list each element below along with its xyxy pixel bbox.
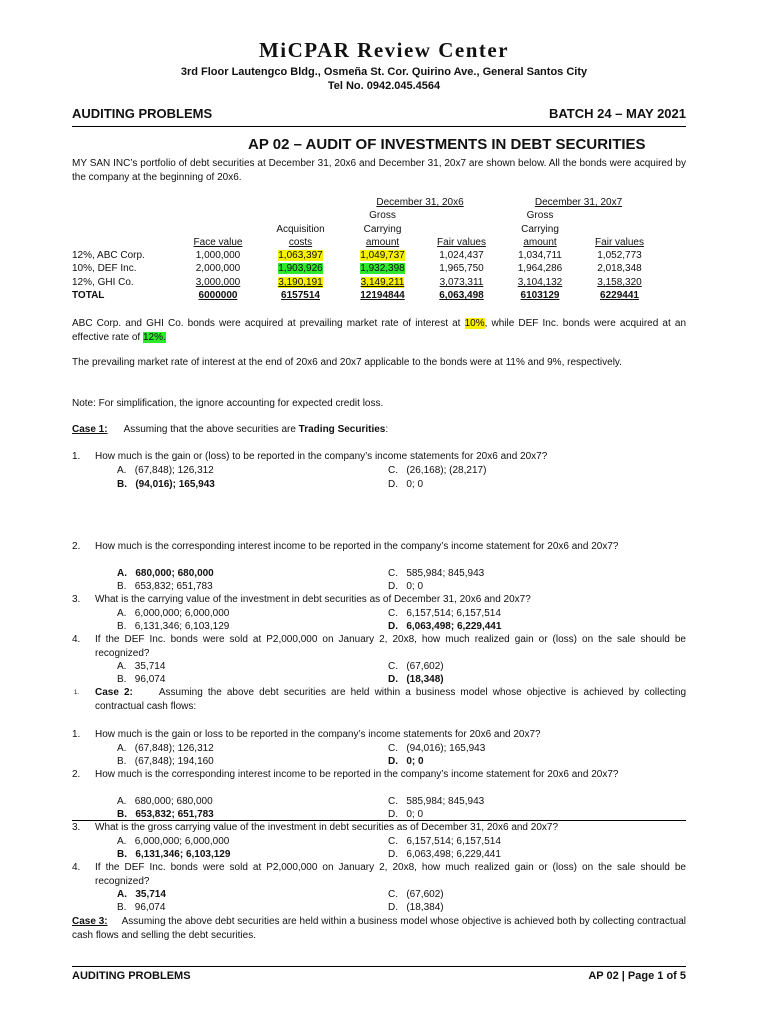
option-c: C. 6,157,514; 6,157,514 (388, 608, 501, 619)
case1-colon: : (385, 424, 389, 435)
rate-def: 12%. (142, 332, 166, 343)
question-text: How much is the gain or loss to be reported in the company’s income statements for 20x6 and 20x7? (95, 729, 541, 740)
table-total-row (72, 289, 658, 302)
col-acquisition: Acquisition (276, 223, 325, 235)
footer (72, 970, 686, 982)
total-acq: 6157514 (281, 290, 320, 302)
col-fair-value-20x7: Fair values (595, 236, 644, 248)
option-a: A. 35,714 (117, 661, 166, 672)
footer-rule (72, 966, 686, 967)
option-d: D. (18,348) (388, 674, 444, 685)
case3-heading (72, 915, 686, 943)
document-title: AP 02 – AUDIT OF INVESTMENTS IN DEBT SECURITIES (248, 136, 646, 153)
option-d: D. 6,063,498; 6,229,441 (388, 849, 501, 860)
rates-text-1: ABC Corp. and GHI Co. bonds were acquired at prevailing market rate of interest at (72, 318, 465, 329)
question-text: What is the carrying value of the investment in debt securities as of December 31, 20x6 and 20x7? (95, 594, 531, 605)
total-gca7: 6103129 (520, 290, 560, 302)
col-carrying-20x7: Carrying (521, 223, 559, 235)
case2-heading (95, 686, 686, 714)
option-c: C. (67,602) (388, 661, 444, 672)
col-face-value: Face value (193, 236, 243, 248)
table-header-row-1 (72, 209, 658, 222)
row-name: 12%, GHI Co. (72, 276, 134, 288)
total-fv7: 6229441 (600, 290, 639, 302)
market-rate-paragraph: The prevailing market rate of interest at the end of 20x6 and 20x7 applicable to the bonds were at 11% and 9%, respectively. (72, 357, 622, 368)
option-c: C. 585,984; 845,943 (388, 796, 485, 807)
footer-code: AP 02 (588, 970, 619, 982)
col-carrying-20x6: Carrying (363, 223, 402, 235)
question-number: 3. (72, 594, 81, 605)
period-20x6: December 31, 20x6 (376, 197, 464, 208)
cell-gca7: 1,034,711 (518, 250, 562, 262)
option-d: D. 0; 0 (388, 809, 424, 820)
option-c: C. (26,168); (28,217) (388, 465, 487, 476)
question-number: 2. (72, 769, 81, 780)
cell-acq: 1,063,397 (278, 250, 323, 262)
question-text: If the DEF Inc. bonds were sold at P2,000,000 on January 2, 20x8, how much realized gain or (loss) on the sale should be recognized? (95, 862, 686, 887)
case3-text: Assuming the above debt securities are held within a business model whose objective is achieved both by collecting contractual cash flows and selling the debt securities. (72, 916, 686, 941)
cell-fv6: 1,965,750 (439, 263, 484, 275)
option-d: D. (18,384) (388, 902, 444, 913)
case1-heading (72, 423, 388, 437)
option-b: B. 6,131,346; 6,103,129 (117, 849, 231, 860)
rates-paragraph (72, 317, 686, 345)
table-row (72, 249, 658, 262)
option-c: C. 585,984; 845,943 (388, 568, 485, 579)
cell-gca6: 1,932,398 (360, 263, 405, 275)
table-period-row (72, 196, 658, 209)
col-gross-20x6: Gross (369, 210, 396, 222)
question-text: How much is the corresponding interest income to be reported in the company’s income statement for 20x6 and 20x7? (95, 769, 619, 780)
footer-page-info (588, 970, 686, 982)
option-c: C. 6,157,514; 6,157,514 (388, 836, 501, 847)
intro-paragraph: MY SAN INC’s portfolio of debt securities at December 31, 20x6 and December 31, 20x7 are shown below. All the bonds were acquired by the company at the beginning of 20x6. (72, 158, 686, 183)
option-b: B. (67,848); 194,160 (117, 756, 214, 767)
cell-gca7: 1,964,286 (517, 263, 563, 275)
case1-bold: Trading Securities (298, 424, 386, 435)
case2-bullet: 1. (74, 690, 80, 696)
option-a: A. 6,000,000; 6,000,000 (117, 608, 230, 619)
case1-text: Assuming that the above securities are (123, 424, 299, 435)
question-text: If the DEF Inc. bonds were sold at P2,000,000 on January 2, 20x8, how much realized gain or (loss) on the sale should be recognized? (95, 634, 686, 659)
question-number: 4. (72, 862, 81, 873)
cell-face: 2,000,000 (195, 263, 241, 275)
cell-fv7: 3,158,320 (597, 276, 642, 288)
footer-subject: AUDITING PROBLEMS (72, 970, 191, 982)
col-fair-value-20x6: Fair values (437, 236, 486, 248)
center-address: 3rd Floor Lautengco Bldg., Osmeña St. Cor. Quirino Ave., General Santos City (180, 66, 588, 78)
footer-page-number: Page 1 of 5 (627, 970, 686, 982)
col-costs: costs (288, 236, 313, 248)
period-20x7: December 31, 20x7 (534, 197, 623, 208)
option-b: B. 6,131,346; 6,103,129 (117, 621, 230, 632)
cell-gca6: 3,149,211 (360, 276, 405, 288)
total-face: 6000000 (198, 290, 238, 302)
option-d: D. 0; 0 (388, 479, 424, 490)
cell-face: 3,000,000 (195, 276, 241, 288)
option-b: B. 653,832; 651,783 (117, 581, 213, 592)
cell-fv7: 1,052,773 (597, 250, 642, 262)
center-telephone: Tel No. 0942.045.4564 (327, 80, 441, 92)
col-amount-20x6: amount (365, 236, 400, 248)
question-number: 4. (72, 634, 81, 645)
cell-acq: 3,190,191 (278, 276, 323, 288)
cell-gca7: 3,104,132 (517, 276, 563, 288)
question-text: How much is the corresponding interest income to be reported in the company’s income statement for 20x6 and 20x7? (95, 541, 619, 552)
table-row (72, 276, 658, 289)
option-a: A. 35,714 (117, 889, 166, 900)
option-d: D. 6,063,498; 6,229,441 (388, 621, 502, 632)
case2-text: Assuming the above debt securities are held within a business model whose objective is achieved by collecting contractual cash flows: (95, 687, 687, 712)
option-d: D. 0; 0 (388, 581, 424, 592)
question-number: 1. (72, 451, 81, 462)
rates-text-2: , while DEF Inc. bonds were acquired at an effective rate of (72, 318, 687, 343)
footer-separator: | (618, 970, 628, 982)
total-fv6: 6,063,498 (439, 290, 484, 302)
subject-label: AUDITING PROBLEMS (72, 106, 213, 121)
option-c: C. (94,016); 165,943 (388, 743, 486, 754)
option-a: A. (67,848); 126,312 (117, 743, 214, 754)
row-name: 10%, DEF Inc. (72, 263, 137, 275)
option-b: B. (94,016); 165,943 (117, 479, 215, 490)
option-b: B. 96,074 (117, 674, 166, 685)
option-a: A. (67,848); 126,312 (117, 465, 214, 476)
question-number: 2. (72, 541, 81, 552)
cell-acq: 1,903,926 (278, 263, 323, 275)
option-b: B. 653,832; 651,783 (117, 809, 214, 820)
option-a: A. 680,000; 680,000 (117, 796, 213, 807)
case2-label: Case 2: (95, 687, 133, 698)
rate-abc-ghi: 10% (464, 318, 485, 329)
table-header-row-3 (72, 236, 658, 249)
question-number: 3. (72, 822, 81, 833)
subject-batch-bar (72, 106, 686, 121)
question-text: What is the gross carrying value of the investment in debt securities as of December 31, 20x6 and 20x7? (95, 822, 559, 833)
case3-label: Case 3: (72, 916, 108, 927)
col-amount-20x7: amount (523, 236, 557, 248)
total-label: TOTAL (72, 290, 105, 302)
cell-fv7: 2,018,348 (597, 263, 642, 275)
table-header-row-2 (72, 223, 658, 236)
table-row (72, 262, 658, 275)
cell-face: 1,000,000 (195, 250, 241, 262)
cell-fv6: 1,024,437 (439, 250, 484, 262)
row-name: 12%, ABC Corp. (72, 250, 145, 262)
option-c: C. (67,602) (388, 889, 444, 900)
note-paragraph: Note: For simplification, the ignore accounting for expected credit loss. (72, 398, 384, 409)
center-title: MiCPAR Review Center (258, 38, 510, 62)
option-a: A. 680,000; 680,000 (117, 568, 214, 579)
question-number: 1. (72, 729, 81, 740)
option-a: A. 6,000,000; 6,000,000 (117, 836, 230, 847)
cell-gca6: 1,049,737 (360, 250, 405, 262)
col-gross-20x7: Gross (526, 210, 554, 222)
cell-fv6: 3,073,311 (439, 276, 484, 288)
question-text: How much is the gain or (loss) to be reported in the company’s income statements for 20x6 and 20x7? (95, 451, 548, 462)
case1-label: Case 1: (72, 424, 108, 435)
batch-label: BATCH 24 – MAY 2021 (548, 106, 686, 121)
option-b: B. 96,074 (117, 902, 166, 913)
header-rule (72, 126, 686, 127)
option-d: D. 0; 0 (388, 756, 424, 767)
portfolio-table (72, 196, 658, 302)
total-gca6: 12194844 (360, 290, 405, 302)
